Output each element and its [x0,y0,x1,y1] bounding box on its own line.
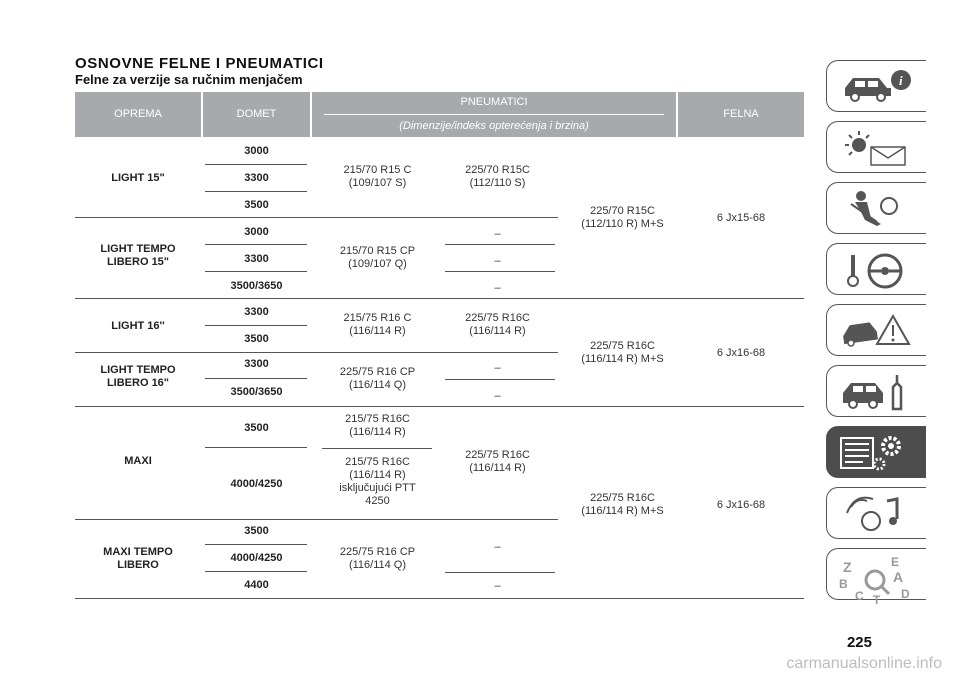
oprema-maxi-tempo [75,546,201,572]
info-car-icon[interactable] [826,60,926,112]
page-title: OSNOVNE FELNE I PNEUMATICI [75,55,324,72]
oprema-line: LIBERO 16" [106,377,170,389]
domet-cell: 3300 [244,358,269,370]
row-divider [445,271,555,272]
domet-cell: 3000 [244,145,269,157]
felna-cell: 6 Jx15-68 [716,212,766,224]
emergency-icon[interactable] [826,304,926,356]
domet-cell: 3500/3650 [230,386,283,398]
index-letter: D [901,587,910,601]
row-divider [205,191,307,192]
tire-cell-ms [560,205,685,231]
oprema-line: LIBERO [117,559,159,571]
index-letter: C [855,589,864,603]
tire-size: 225/75 R16C [590,492,655,504]
tire-cell [320,456,435,508]
tire-cell [320,164,435,190]
row-divider [322,448,432,449]
row-divider [205,164,307,165]
page-number: 225 [846,634,872,651]
domet-cell: 3500 [244,333,269,345]
page-subtitle: Felne za verzije sa ručnim menjačem [75,72,303,87]
maintenance-icon[interactable] [826,365,926,417]
tire-size: 225/75 R16C [465,449,530,461]
row-divider [205,544,307,545]
tire-size: 225/70 R15C [590,205,655,217]
oprema-line: LIGHT TEMPO [100,364,176,376]
domet-cell: 3300 [244,253,269,265]
header-label-oprema: OPREMA [114,108,162,120]
tire-index: (116/114 Q) [348,559,407,571]
domet-cell: 3300 [244,172,269,184]
tire-cell [440,449,555,475]
group-divider [75,519,558,520]
tire-cell [320,546,435,572]
watermark: carmanualsonline.info [786,655,942,672]
tire-index: (116/114 R) M+S [581,505,664,517]
domet-cell: 3500/3650 [230,280,283,292]
felna-cell: 6 Jx16-68 [716,499,766,511]
row-divider [205,571,307,572]
tire-index: (116/114 R) [349,325,406,337]
tire-size: 225/75 R16 CP [339,366,416,378]
index-letter: T [873,593,881,604]
felna-cell: 6 Jx16-68 [716,347,766,359]
table-bottom-border [75,598,804,599]
safety-airbag-icon[interactable] [826,182,926,234]
tire-size: 215/70 R15 C [343,164,412,176]
tire-index: (109/107 S) [348,177,407,189]
domet-cell: 4400 [244,579,269,591]
tire-index: (116/114 R) [469,462,526,474]
tire-cell [440,164,555,190]
tire-size: 215/75 R16 C [343,312,412,324]
index-icon[interactable] [826,548,926,604]
header-divider [324,114,664,115]
row-divider [445,572,555,573]
tire-size: 225/70 R15C [465,164,530,176]
domet-cell: 3300 [244,306,269,318]
tire-index: (116/114 R) M+S [581,353,664,365]
tire-index: (109/107 Q) [348,258,407,270]
tire-dash: – [494,255,501,267]
oprema-light-16: LIGHT 16'' [111,320,165,332]
row-divider [205,447,307,448]
header-label-pneumatici: PNEUMATICI [460,96,528,108]
tire-index: (116/114 Q) [348,379,407,391]
tire-dash: – [494,580,501,592]
tire-dash: – [494,228,501,240]
tire-index: (112/110 R) M+S [581,218,664,230]
header-label-domet: DOMET [236,108,277,120]
header-label-felna: FELNA [723,108,759,120]
group-divider [75,352,558,353]
domet-cell: 3500 [244,199,269,211]
tire-size: 225/75 R16C [465,312,530,324]
tire-dash: – [494,282,501,294]
tire-index: (112/110 S) [469,177,526,189]
row-divider [205,244,307,245]
oprema-line: LIBERO 15" [106,256,170,268]
oprema-line: LIGHT TEMPO [100,243,176,255]
section-divider [75,406,804,407]
index-letter: A [893,569,904,585]
oprema-light-tempo-15 [75,243,201,269]
row-divider [205,271,307,272]
tire-size: 215/75 R16C [345,456,410,468]
oprema-line: MAXI TEMPO [103,546,173,558]
oprema-maxi: MAXI [124,455,152,467]
tire-index: (116/114 R) [349,469,406,481]
technical-data-icon[interactable] [826,426,926,478]
tire-size: 215/70 R15 CP [339,245,416,257]
domet-cell: 3000 [244,226,269,238]
domet-cell: 4000/4250 [230,552,283,564]
index-letter: Z [843,559,852,575]
tire-index: (116/114 R) [469,325,526,337]
domet-cell: 3500 [244,422,269,434]
starting-driving-icon[interactable] [826,243,926,295]
tire-dash: – [494,362,501,374]
row-divider [205,325,307,326]
tire-size: 225/75 R16 CP [339,546,416,558]
warning-lights-icon[interactable] [826,121,926,173]
group-divider [75,217,558,218]
row-divider [445,379,555,380]
tire-cell [440,312,555,338]
tire-note: 4250 [365,495,390,507]
domet-cell: 4000/4250 [230,478,283,490]
tire-cell [320,366,435,392]
tire-index: (116/114 R) [349,426,406,438]
row-divider [205,378,307,379]
index-letter: B [839,577,848,591]
tire-dash: – [494,541,501,553]
tire-cell [320,312,435,338]
domet-cell: 3500 [244,525,269,537]
section-divider [75,298,804,299]
tire-cell-ms [560,492,685,518]
tire-note: isključujući PTT [339,482,416,494]
index-letter: E [891,555,900,569]
tire-cell [320,413,435,439]
tire-size: 215/75 R16C [345,413,410,425]
oprema-light-tempo-16 [75,364,201,390]
oprema-light-15: LIGHT 15" [111,172,165,184]
row-divider [445,244,555,245]
multimedia-icon[interactable] [826,487,926,539]
tire-cell [320,245,435,271]
tire-cell-ms [560,340,685,366]
header-label-pneumatici-sub: (Dimenzije/indeks opterećenja i brzina) [399,120,589,132]
svg-text:i: i [899,73,903,88]
tire-dash: – [494,390,501,402]
tire-size: 225/75 R16C [590,340,655,352]
